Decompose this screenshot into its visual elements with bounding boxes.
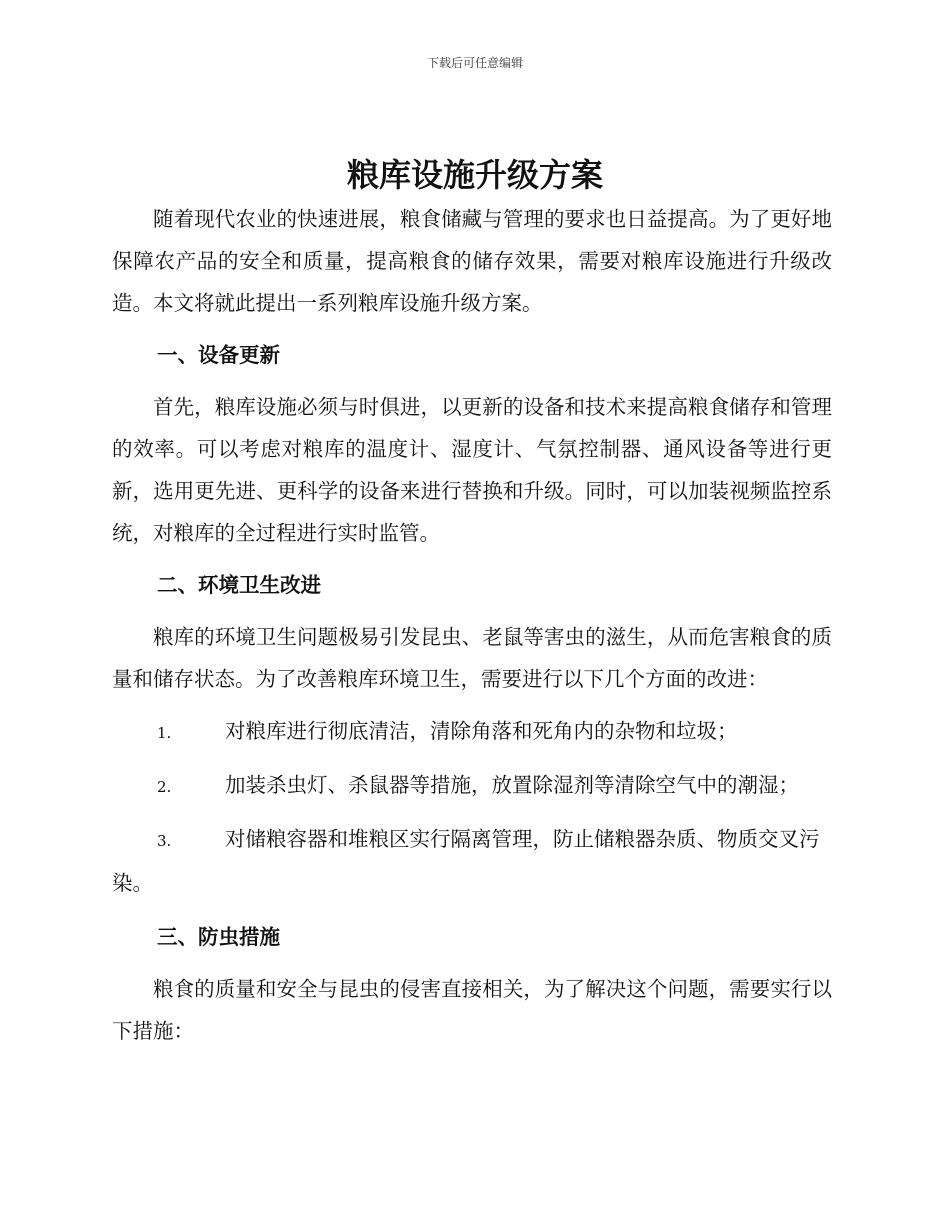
- list-item-text: 对储粮容器和堆粮区实行隔离管理，防止储粮器杂质、物质交叉污染。: [112, 827, 820, 895]
- list-item-number: 3.: [157, 832, 172, 850]
- section-paragraph-hygiene: 粮库的环境卫生问题极易引发昆虫、老鼠等害虫的滋生，从而危害粮食的质量和储存状态。为了改善粮库环境卫生，需要进行以下几个方面的改进：: [112, 625, 832, 691]
- document-body: [112, 198, 832, 1052]
- list-item: [112, 764, 832, 808]
- list-item-number: 1.: [157, 724, 172, 742]
- intro-paragraph: 随着现代农业的快速进展，粮食储藏与管理的要求也日益提高。为了更好地保障农产品的安全和质量，提高粮食的储存效果，需要对粮库设施进行升级改造。本文将就此提出一系列粮库设施升级方案。: [112, 207, 832, 315]
- list-item: [112, 710, 832, 754]
- list-item-number: 2.: [157, 778, 172, 796]
- section-heading-pest: 三、防虫措施: [157, 925, 280, 949]
- list-item-text: 对粮库进行彻底清洁，清除角落和死角内的杂物和垃圾；: [225, 719, 738, 743]
- list-item: [112, 818, 832, 904]
- section-heading-equipment: 一、设备更新: [157, 343, 280, 367]
- document-title: 粮库设施升级方案: [346, 156, 603, 194]
- section-paragraph-equipment: 首先，粮库设施必须与时俱进，以更新的设备和技术来提高粮食储存和管理的效率。可以考虑对粮库的温度计、湿度计、气氛控制器、通风设备等进行更新，选用更先进、更科学的设备来进行替换和升级。同时，可以加装视频监控系统，对粮库的全过程进行实时监管。: [112, 395, 832, 545]
- section-heading-hygiene: 二、环境卫生改进: [157, 573, 321, 597]
- header-note: 下载后可任意编辑: [426, 56, 523, 70]
- list-item-text: 加装杀虫灯、杀鼠器等措施，放置除湿剂等清除空气中的潮湿；: [225, 773, 799, 797]
- section-paragraph-pest: 粮食的质量和安全与昆虫的侵害直接相关，为了解决这个问题，需要实行以下措施：: [112, 977, 832, 1043]
